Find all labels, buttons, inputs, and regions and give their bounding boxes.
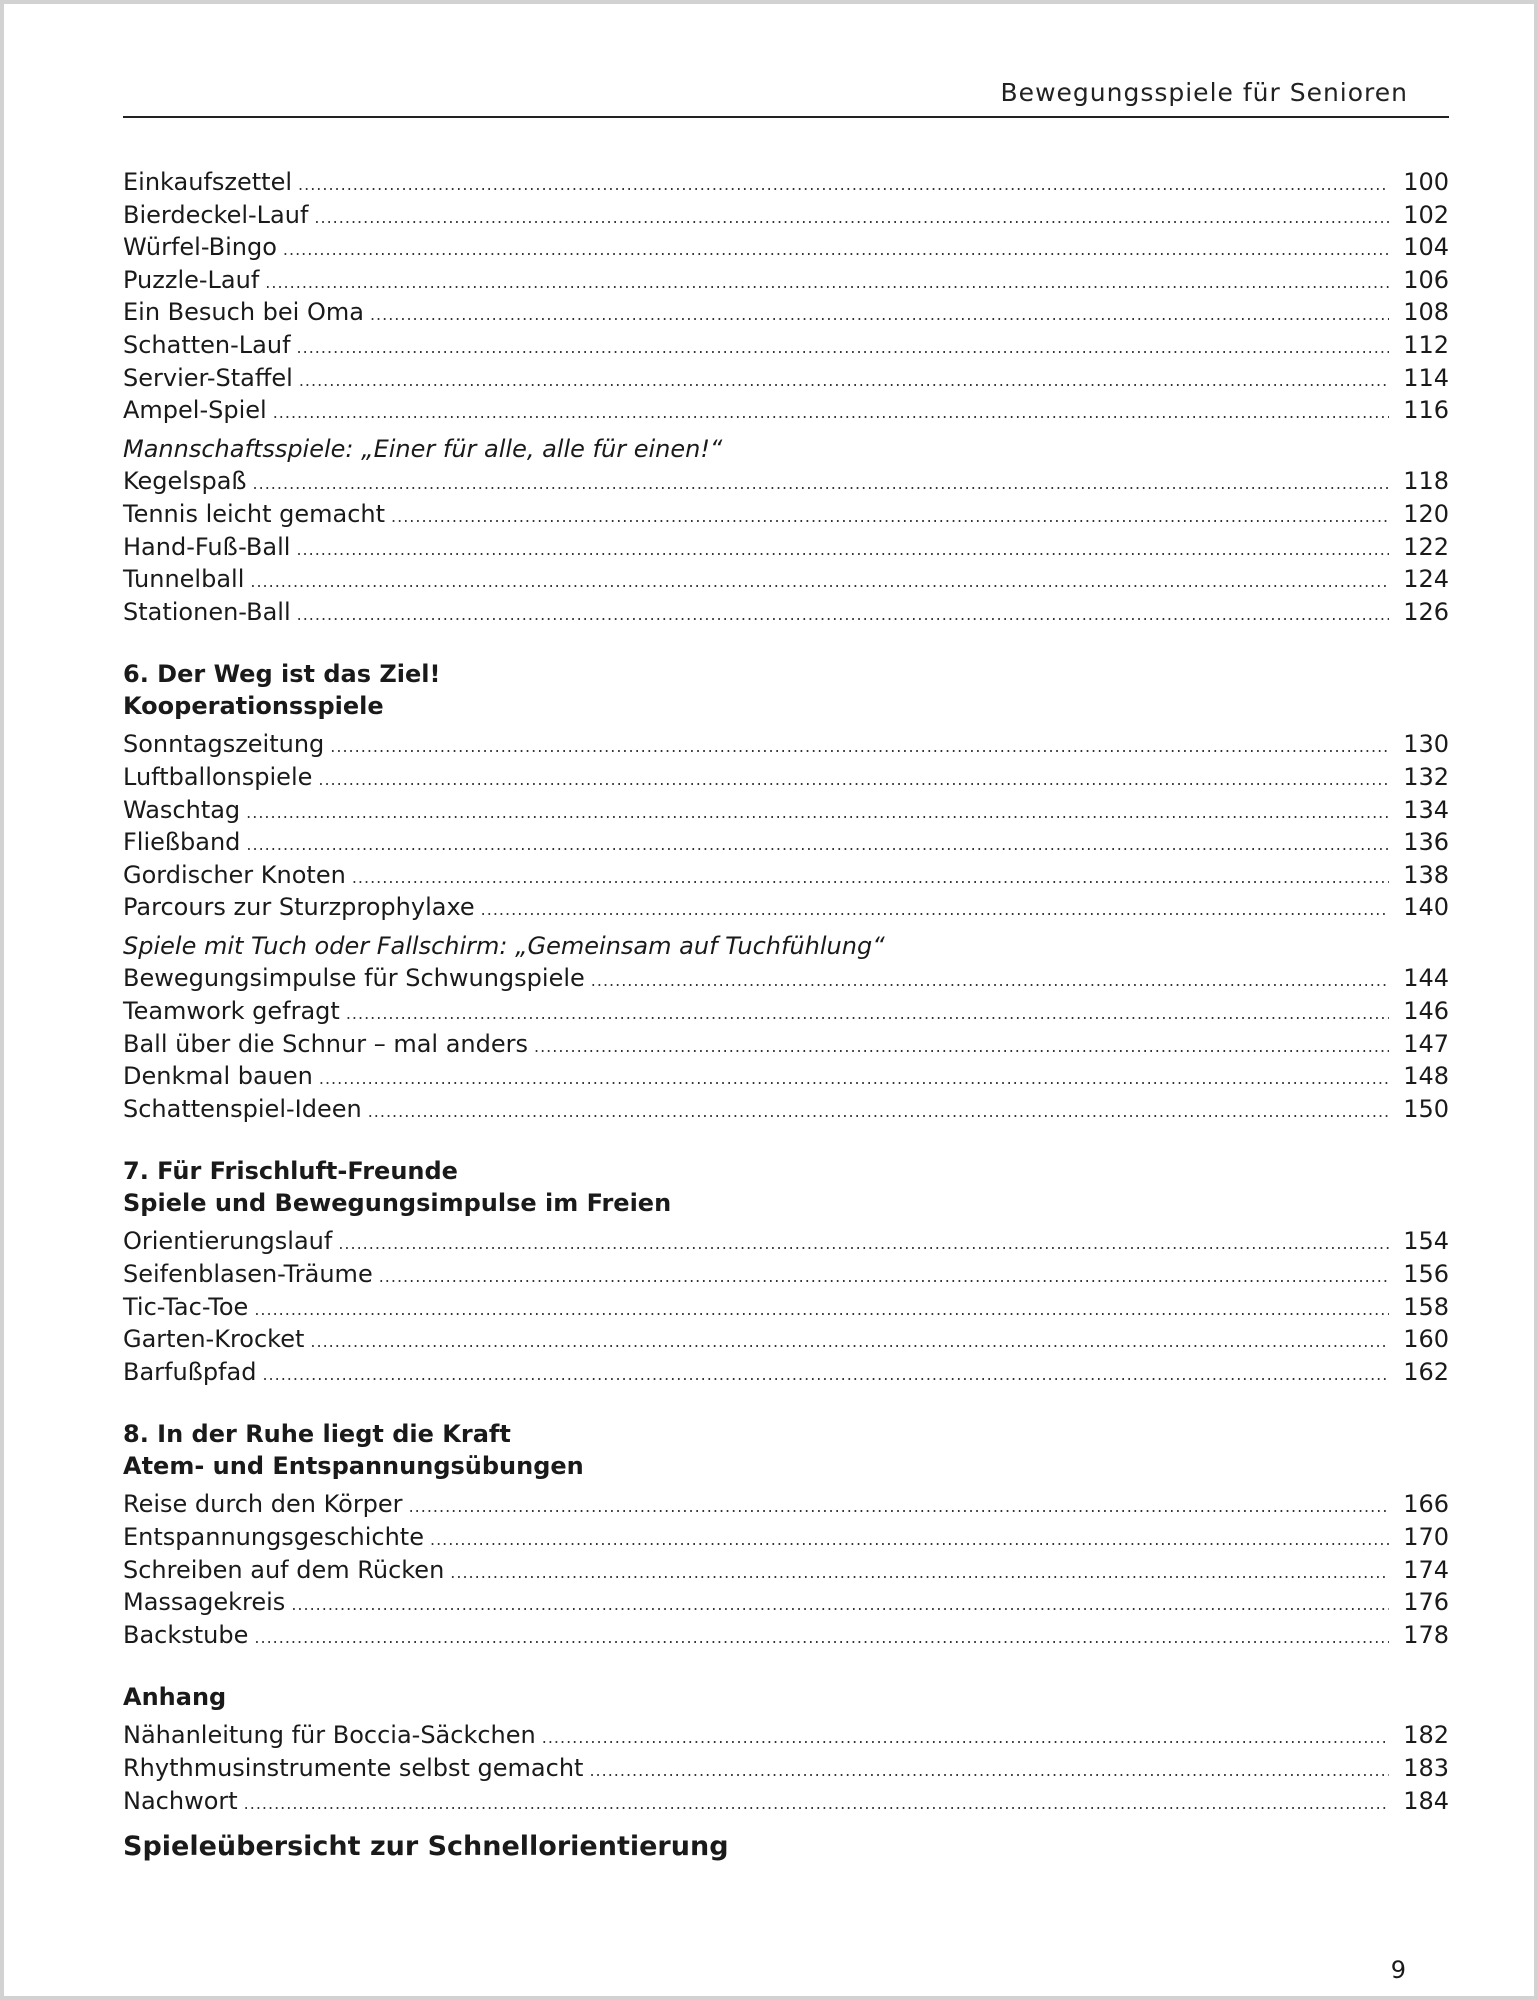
toc-entry (123, 1291, 1449, 1324)
toc-entry-title: Barfußpfad (123, 1357, 257, 1386)
toc-entry-page: 122 (1403, 532, 1449, 561)
toc-entry-page: 176 (1403, 1588, 1449, 1617)
toc-entry-title: Massagekreis (123, 1588, 286, 1617)
toc-entry-title: Backstube (123, 1620, 249, 1649)
toc-entry (123, 362, 1449, 395)
toc-entry-title: Orientierungslauf (123, 1227, 333, 1256)
toc-entry-title: Bierdeckel-Lauf (123, 200, 309, 229)
toc-entry-title: Ball über die Schnur – mal anders (123, 1029, 528, 1058)
toc-entry-page: 182 (1403, 1721, 1449, 1750)
toc-entry-page: 106 (1403, 265, 1449, 294)
toc-overview-heading: Spieleübersicht zur Schnellorientierung (123, 1831, 729, 1863)
toc-entry-page: 114 (1403, 363, 1449, 392)
toc-entry-title: Gordischer Knoten (123, 860, 346, 889)
toc-entry-title: Schreiben auf dem Rücken (123, 1555, 445, 1584)
toc-entry-title: Tunnelball (123, 565, 245, 594)
toc-entry-page: 138 (1403, 860, 1449, 889)
dot-leader (430, 1524, 1389, 1557)
dot-leader (481, 894, 1389, 927)
toc-entry-title: Ampel-Spiel (123, 396, 267, 425)
toc-entry-page: 136 (1403, 828, 1449, 857)
toc-entry-title: Reise durch den Körper (123, 1490, 403, 1519)
dot-leader (246, 797, 1389, 830)
toc-entry (123, 1785, 1449, 1818)
toc-entry-title: Servier-Staffel (123, 363, 293, 392)
toc-entry-title: Denkmal bauen (123, 1062, 313, 1091)
dot-leader (409, 1491, 1389, 1524)
dot-leader (591, 965, 1389, 998)
toc-entry-page: 108 (1403, 298, 1449, 327)
toc-entry-page: 160 (1403, 1325, 1449, 1354)
dot-leader (298, 169, 1389, 202)
toc-entry-title: Rhythmusinstrumente selbst gemacht (123, 1753, 584, 1782)
toc-entry-title: Stationen-Ball (123, 597, 291, 626)
dot-leader (330, 731, 1389, 764)
toc-chapter-heading (123, 658, 1449, 722)
table-of-contents (123, 166, 1449, 1867)
dot-leader (352, 862, 1389, 895)
dot-leader (310, 1326, 1389, 1359)
toc-entry (123, 859, 1449, 892)
running-header: Bewegungsspiele für Senioren (1000, 78, 1408, 107)
dot-leader (368, 1096, 1389, 1129)
toc-entry-title: Teamwork gefragt (123, 997, 340, 1026)
toc-entry (123, 1093, 1449, 1126)
toc-entry (123, 329, 1449, 362)
chapter-heading-line: 8. In der Ruhe liegt die Kraft (123, 1420, 511, 1449)
toc-entry (123, 1060, 1449, 1093)
toc-entry (123, 1258, 1449, 1291)
dot-leader (318, 764, 1389, 797)
toc-entry (123, 995, 1449, 1028)
chapter-heading-line: Kooperationsspiele (123, 692, 384, 721)
toc-entry-title: Hand-Fuß-Ball (123, 532, 291, 561)
toc-entry-title: Ein Besuch bei Oma (123, 298, 364, 327)
toc-chapter-heading (123, 1418, 1449, 1482)
toc-entry-page: 162 (1403, 1357, 1449, 1386)
toc-entry (123, 465, 1449, 498)
toc-entry-title: Parcours zur Sturzprophylaxe (123, 893, 475, 922)
toc-chapter-heading (123, 1155, 1449, 1219)
toc-entry-title: Sonntagszeitung (123, 730, 325, 759)
chapter-heading-line: Spiele und Bewegungsimpulse im Freien (123, 1189, 672, 1218)
dot-leader (265, 267, 1389, 300)
toc-entry-page: 102 (1403, 200, 1449, 229)
toc-entry-title: Fließband (123, 828, 241, 857)
dot-leader (314, 202, 1389, 235)
toc-entry-title: Waschtag (123, 795, 241, 824)
toc-entry-page: 126 (1403, 597, 1449, 626)
toc-entry (123, 296, 1449, 329)
page-number: 9 (1390, 1956, 1406, 1984)
book-page (4, 4, 1534, 1996)
toc-entry (123, 891, 1449, 924)
toc-entry-page: 166 (1403, 1490, 1449, 1519)
toc-entry-title: Schattenspiel-Ideen (123, 1094, 362, 1123)
dot-leader (244, 1788, 1389, 1821)
toc-entry-title: Entspannungsgeschichte (123, 1523, 424, 1551)
dot-leader (542, 1722, 1389, 1755)
dot-leader (534, 1031, 1389, 1064)
toc-entry (123, 1719, 1449, 1752)
toc-entry (123, 794, 1449, 827)
toc-entry-page: 147 (1403, 1029, 1449, 1058)
toc-entry (123, 1488, 1449, 1521)
toc-entry-title: Nähanleitung für Boccia-Säckchen (123, 1721, 536, 1750)
toc-entry-page: 116 (1403, 396, 1449, 425)
chapter-heading-line: 6. Der Weg ist das Ziel! (123, 660, 441, 689)
toc-entry-page: 158 (1403, 1292, 1449, 1321)
toc-entry (123, 826, 1449, 859)
dot-leader (283, 234, 1389, 267)
dot-leader (370, 299, 1389, 332)
toc-entry-title: Garten-Krocket (123, 1325, 305, 1354)
toc-entry (123, 761, 1449, 794)
toc-entry-title: Puzzle-Lauf (123, 265, 260, 294)
toc-entry-title: Einkaufszettel (123, 168, 293, 196)
toc-entry (123, 1752, 1449, 1785)
toc-entry-page: 184 (1403, 1786, 1449, 1815)
dot-leader (338, 1228, 1389, 1261)
toc-entry-title: Tennis leicht gemacht (123, 499, 386, 528)
toc-entry-page: 134 (1403, 795, 1449, 824)
toc-entry (123, 596, 1449, 629)
dot-leader (391, 501, 1389, 534)
toc-entry (123, 728, 1449, 761)
dot-leader (299, 365, 1389, 398)
toc-entry-title: Bewegungsimpulse für Schwungspiele (123, 964, 585, 993)
toc-entry-title: Würfel-Bingo (123, 233, 277, 262)
chapter-heading-line: 7. Für Frischluft-Freunde (123, 1157, 458, 1186)
dot-leader (450, 1557, 1389, 1590)
toc-entry-title: Seifenblasen-Träume (123, 1260, 373, 1289)
toc-entry (123, 962, 1449, 995)
dot-leader (273, 397, 1389, 430)
toc-entry (123, 264, 1449, 297)
toc-entry (123, 1323, 1449, 1356)
toc-entry (123, 1521, 1449, 1554)
toc-entry (123, 1225, 1449, 1258)
toc-entry (123, 1356, 1449, 1389)
toc-entry-page: 146 (1403, 997, 1449, 1026)
chapter-heading-line: Atem- und Entspannungsübungen (123, 1452, 584, 1481)
toc-entry-page: 130 (1403, 730, 1449, 759)
toc-entry-page: 132 (1403, 762, 1449, 791)
dot-leader (250, 566, 1389, 599)
toc-entry (123, 166, 1449, 199)
toc-entry (123, 563, 1449, 596)
toc-entry-title: Nachwort (123, 1786, 238, 1815)
toc-entry-page: 178 (1403, 1620, 1449, 1649)
toc-entry (123, 531, 1449, 564)
chapter-heading-line: Anhang (123, 1683, 227, 1712)
toc-entry-page: 183 (1403, 1753, 1449, 1782)
dot-leader (297, 599, 1389, 632)
toc-entry (123, 498, 1449, 531)
header-rule (123, 116, 1449, 118)
toc-entry-page: 148 (1403, 1062, 1449, 1091)
dot-leader (262, 1359, 1389, 1392)
toc-entry-title: Schatten-Lauf (123, 330, 291, 359)
toc-chapter-heading (123, 1681, 1449, 1713)
toc-entry-page: 100 (1403, 168, 1449, 196)
toc-entry-title: Luftballonspiele (123, 762, 313, 791)
toc-entry (123, 1028, 1449, 1061)
dot-leader (297, 332, 1389, 365)
toc-entry-page: 170 (1403, 1523, 1449, 1551)
toc-entry-page: 150 (1403, 1094, 1449, 1123)
dot-leader (379, 1261, 1389, 1294)
toc-entry-title: Tic-Tac-Toe (123, 1292, 249, 1321)
dot-leader (319, 1063, 1389, 1096)
toc-subsection-heading: Mannschaftsspiele: „Einer für alle, alle für einen!“ (123, 434, 723, 463)
toc-entry-page: 174 (1403, 1555, 1449, 1584)
toc-entry-page: 118 (1403, 467, 1449, 496)
toc-subsection-heading: Spiele mit Tuch oder Fallschirm: „Gemeinsam auf Tuchfühlung“ (123, 931, 885, 960)
toc-entry (123, 1554, 1449, 1587)
toc-entry-page: 154 (1403, 1227, 1449, 1256)
toc-entry-page: 124 (1403, 565, 1449, 594)
dot-leader (296, 534, 1389, 567)
toc-entry-page: 140 (1403, 893, 1449, 922)
toc-entry (123, 1619, 1449, 1652)
toc-entry (123, 199, 1449, 232)
dot-leader (246, 829, 1389, 862)
toc-entry (123, 1586, 1449, 1619)
toc-entry (123, 394, 1449, 427)
toc-entry-page: 112 (1403, 330, 1449, 359)
dot-leader (254, 1622, 1389, 1655)
toc-entry-page: 104 (1403, 233, 1449, 262)
dot-leader (346, 998, 1389, 1031)
dot-leader (291, 1589, 1389, 1622)
dot-leader (589, 1755, 1389, 1788)
dot-leader (254, 1294, 1389, 1327)
toc-entry-page: 120 (1403, 499, 1449, 528)
dot-leader (253, 468, 1389, 501)
toc-entry-page: 144 (1403, 964, 1449, 993)
toc-entry-page: 156 (1403, 1260, 1449, 1289)
toc-entry (123, 231, 1449, 264)
toc-entry-title: Kegelspaß (123, 467, 247, 496)
